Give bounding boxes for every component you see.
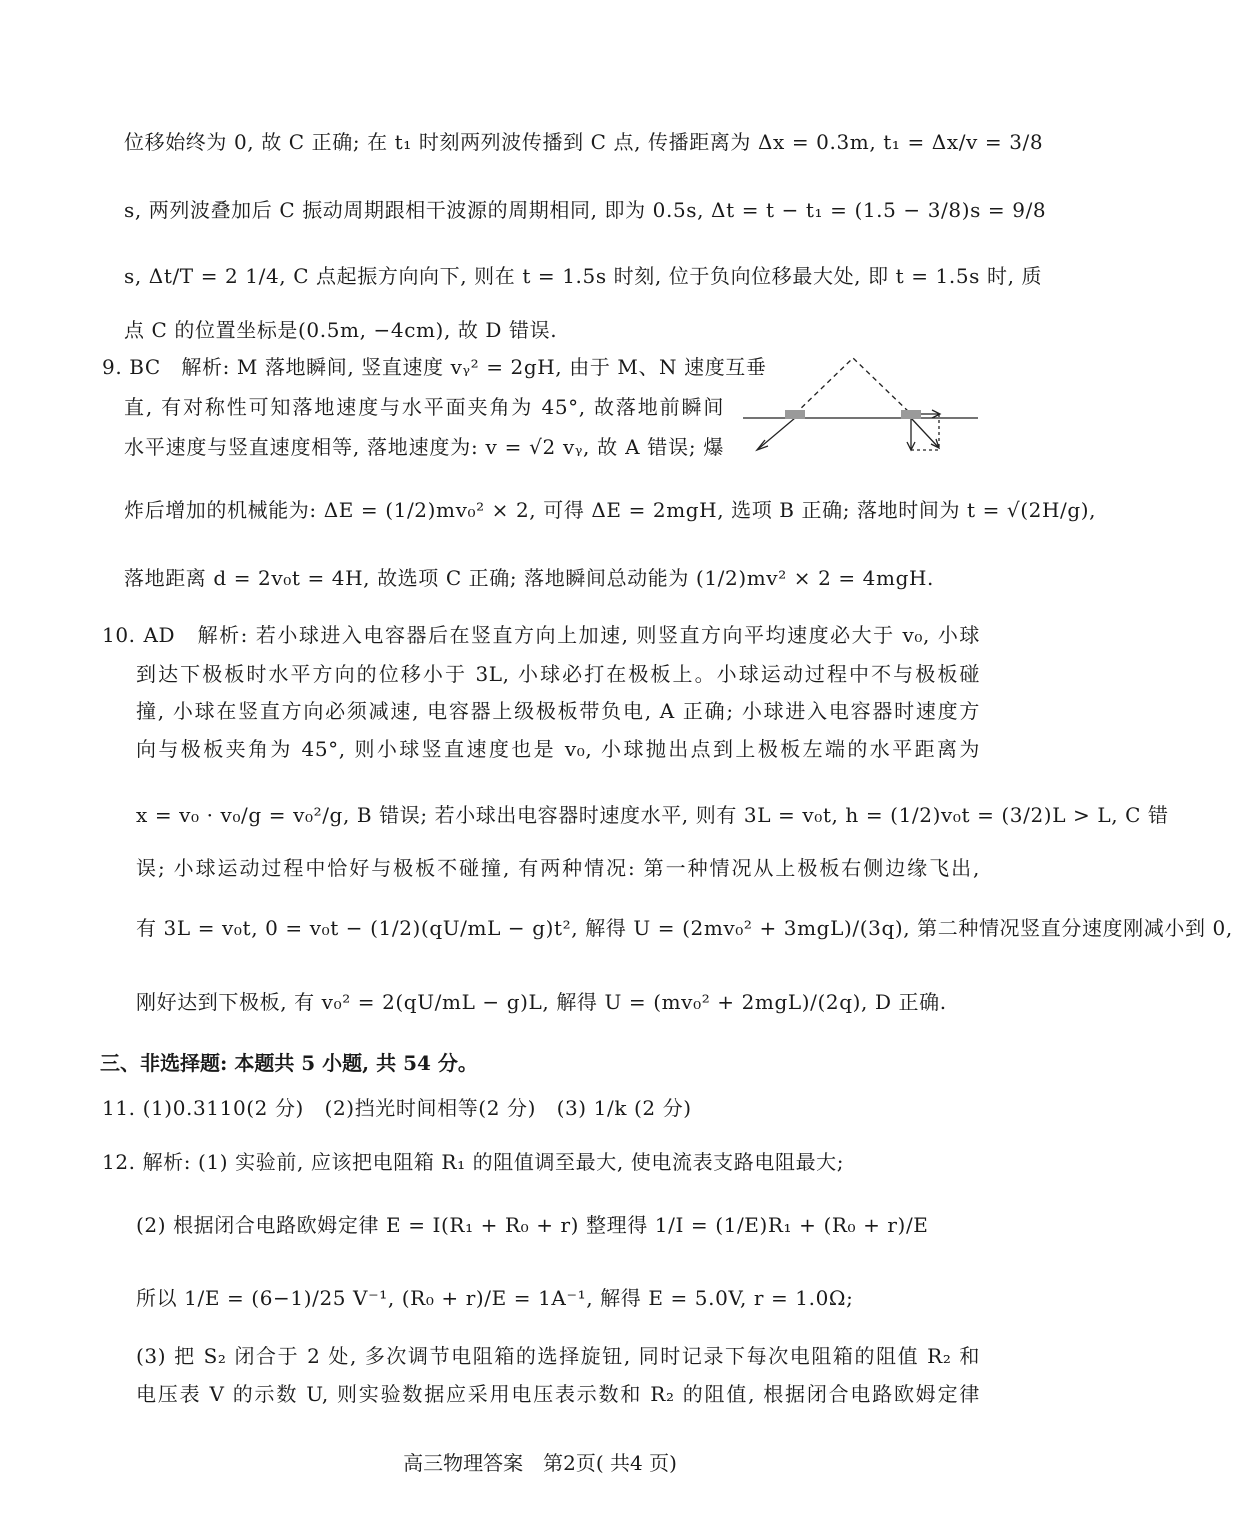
- velocity-arrow-left: [757, 418, 795, 450]
- text-line: 位移始终为 0, 故 C 正确; 在 t₁ 时刻两列波传播到 C 点, 传播距离为 Δx = 0.3m, t₁ = Δx/v = 3/8: [124, 130, 1044, 154]
- text-line: 炸后增加的机械能为: ΔE = (1/2)mv₀² × 2, 可得 ΔE = 2mgH, 选项 B 正确; 落地时间为 t = √(2H/g),: [124, 498, 1097, 522]
- text-line: 有 3L = v₀t, 0 = v₀t − (1/2)(qU/mL − g)t², 解得 U = (2mv₀² + 3mgL)/(3q), 第二种情况竖直分速度刚减小到 0,: [136, 916, 1233, 940]
- text-line: 误; 小球运动过程中恰好与极板不碰撞, 有两种情况: 第一种情况从上极板右侧边缘飞出,: [136, 856, 980, 880]
- block-n: [901, 410, 921, 419]
- text-line: (2) 根据闭合电路欧姆定律 E = I(R₁ + R₀ + r) 整理得 1/I = (1/E)R₁ + (R₀ + r)/E: [136, 1213, 929, 1237]
- question-11-line: 11. (1)0.3110(2 分) (2)挡光时间相等(2 分) (3) 1/k (2 分): [102, 1096, 692, 1120]
- text-line: x = v₀ · v₀/g = v₀²/g, B 错误; 若小球出电容器时速度水平, 则有 3L = v₀t, h = (1/2)v₀t = (3/2)L > L, C 错: [136, 803, 1169, 827]
- page-footer: 高三物理答案 第2页( 共4 页): [403, 1451, 677, 1475]
- question-9-line: 9. BC 解析: M 落地瞬间, 竖直速度 vᵧ² = 2gH, 由于 M、N 速度互垂: [102, 355, 767, 379]
- text-line: 落地距离 d = 2v₀t = 4H, 故选项 C 正确; 落地瞬间总动能为 (1/2)mv² × 2 = 4mgH.: [124, 566, 934, 590]
- text-line: 水平速度与竖直速度相等, 落地速度为: v = √2 vᵧ, 故 A 错误; 爆: [124, 435, 724, 459]
- resultant-velocity-arrow: [911, 418, 939, 448]
- text-line: 向与极板夹角为 45°, 则小球竖直速度也是 v₀, 小球抛出点到上极板左端的水平距离为: [136, 737, 980, 761]
- text-line: 点 C 的位置坐标是(0.5m, −4cm), 故 D 错误.: [124, 318, 558, 342]
- section-heading: 三、非选择题: 本题共 5 小题, 共 54 分。: [100, 1051, 478, 1075]
- text-line: 直, 有对称性可知落地速度与水平面夹角为 45°, 故落地前瞬间: [124, 395, 724, 419]
- text-line: 所以 1/E = (6−1)/25 V⁻¹, (R₀ + r)/E = 1A⁻¹, 解得 E = 5.0V, r = 1.0Ω;: [136, 1286, 854, 1310]
- trajectory-dashed: [795, 358, 911, 414]
- text-line: s, 两列波叠加后 C 振动周期跟相干波源的周期相同, 即为 0.5s, Δt = t − t₁ = (1.5 − 3/8)s = 9/8: [124, 198, 1047, 222]
- question-10-line: 10. AD 解析: 若小球进入电容器后在竖直方向上加速, 则竖直方向平均速度必大于 v₀, 小球: [102, 623, 980, 647]
- text-line: 撞, 小球在竖直方向必须减速, 电容器上级极板带负电, A 正确; 小球进入电容器时速度方: [136, 699, 980, 723]
- text-line: s, Δt/T = 2 1/4, C 点起振方向向下, 则在 t = 1.5s 时刻, 位于负向位移最大处, 即 t = 1.5s 时, 质: [124, 264, 1043, 288]
- text-line: 到达下极板时水平方向的位移小于 3L, 小球必打在极板上。小球运动过程中不与极板碰: [136, 662, 980, 686]
- question-12-line: 12. 解析: (1) 实验前, 应该把电阻箱 R₁ 的阻值调至最大, 使电流表支路电阻最大;: [102, 1150, 845, 1174]
- text-line: (3) 把 S₂ 闭合于 2 处, 多次调节电阻箱的选择旋钮, 同时记录下每次电阻箱的阻值 R₂ 和: [136, 1344, 980, 1368]
- text-line: 刚好达到下极板, 有 v₀² = 2(qU/mL − g)L, 解得 U = (mv₀² + 2mgL)/(2q), D 正确.: [136, 990, 947, 1014]
- block-m: [785, 410, 805, 419]
- text-line: 电压表 V 的示数 U, 则实验数据应采用电压表示数和 R₂ 的阻值, 根据闭合电路欧姆定律: [136, 1382, 980, 1406]
- velocity-diagram: [743, 350, 978, 460]
